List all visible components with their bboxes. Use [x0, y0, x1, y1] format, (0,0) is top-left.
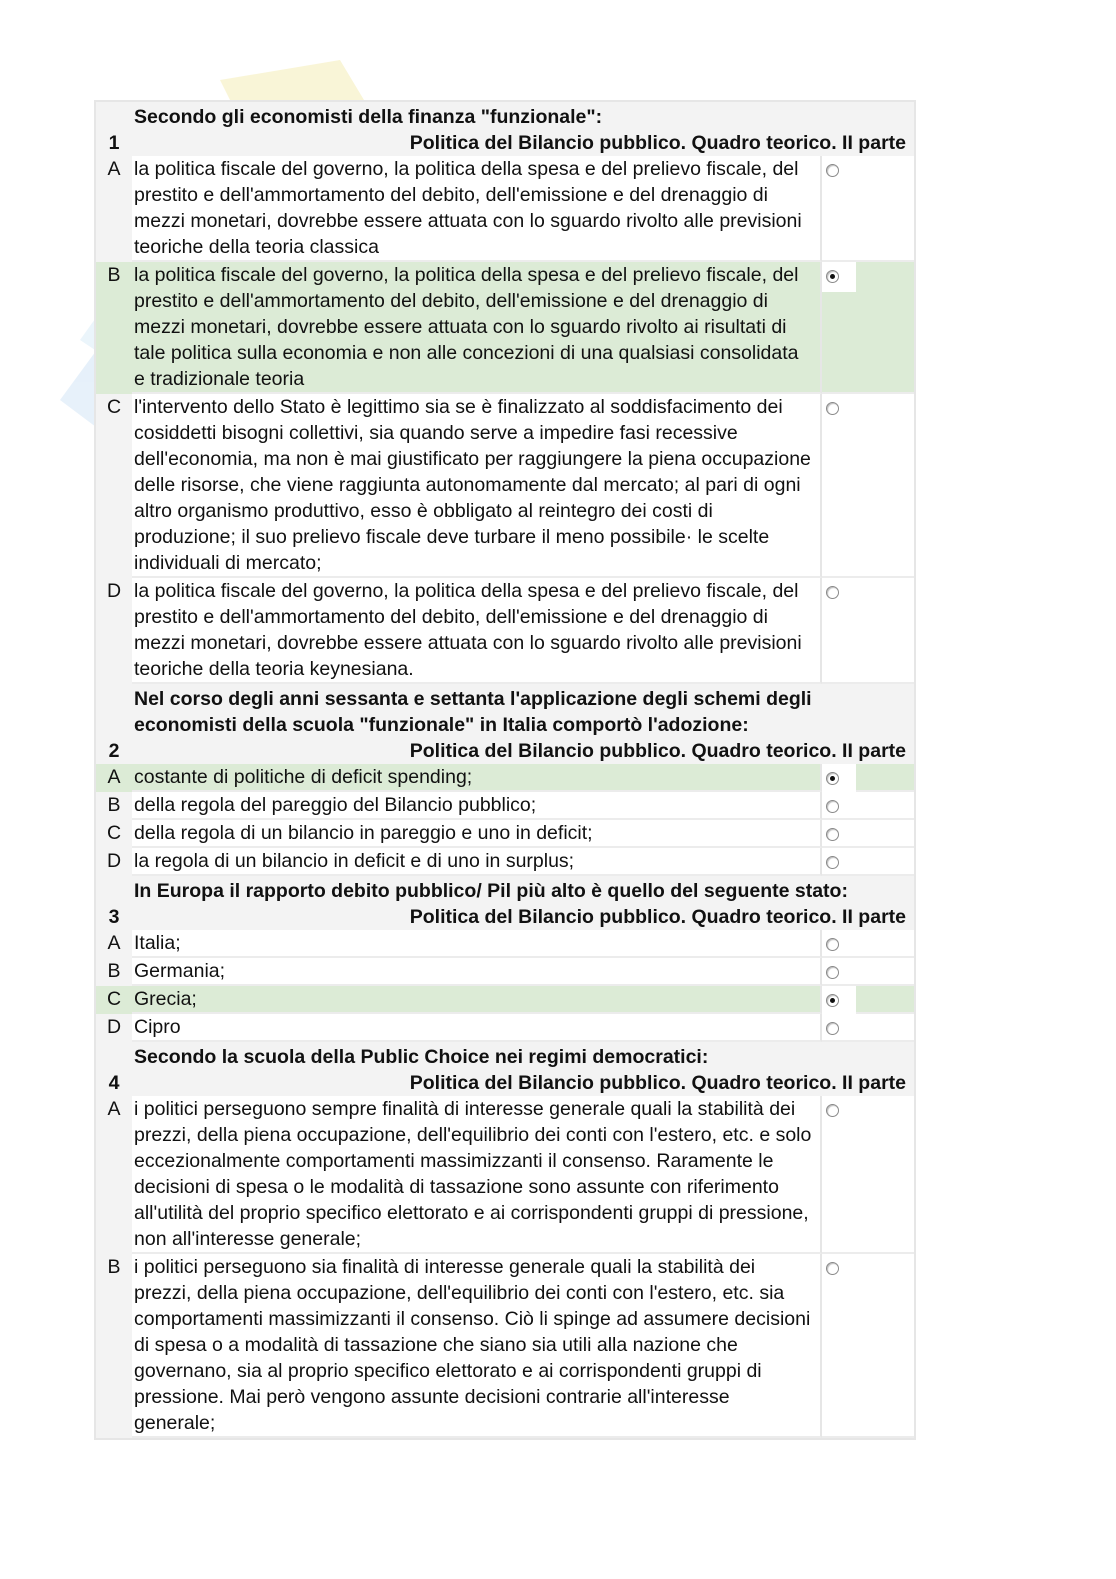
answer-option[interactable] — [96, 1254, 914, 1438]
radio-button[interactable] — [826, 994, 839, 1007]
answer-text: i politici perseguono sempre finalità di interesse generale quali la stabilità dei prezzi, della piena occupazione, dell'equilibrio dei conti con l'estero, etc. e solo eccezionalmente comportamenti massimizzanti il consenso. Raramente le decisioni di spesa o le modalità di tassazione sono assunte con riferimento all'utilità del proprio specifico elettorato e ai corrispondenti gruppi di pressione, non all'interesse generale; — [132, 1096, 822, 1254]
answer-text: della regola del pareggio del Bilancio pubblico; — [132, 792, 822, 820]
answer-option[interactable] — [96, 820, 914, 848]
answer-option[interactable] — [96, 764, 914, 792]
radio-cell — [822, 848, 914, 876]
radio-button[interactable] — [826, 270, 839, 283]
answer-option[interactable] — [96, 1014, 914, 1042]
answer-letter: A — [96, 764, 132, 792]
question-text: Nel corso degli anni sessanta e settanta l'applicazione degli schemi degli economisti della scuola "funzionale" in Italia comportò l'adozione: — [134, 688, 812, 736]
radio-cell — [822, 930, 914, 958]
radio-button[interactable] — [826, 938, 839, 951]
question-topic: Politica del Bilancio pubblico. Quadro teorico. II parte — [409, 132, 906, 154]
radio-cell — [822, 1096, 914, 1254]
radio-button[interactable] — [826, 966, 839, 979]
radio-cell — [822, 958, 914, 986]
answer-option[interactable] — [96, 930, 914, 958]
answer-option[interactable] — [96, 958, 914, 986]
answer-letter: C — [96, 986, 132, 1014]
radio-button[interactable] — [826, 856, 839, 869]
answer-option[interactable] — [96, 986, 914, 1014]
question-header — [96, 876, 914, 930]
answer-letter: B — [96, 262, 132, 394]
radio-cell — [822, 764, 914, 792]
answer-option[interactable] — [96, 1096, 914, 1254]
answer-text: Cipro — [132, 1014, 822, 1042]
radio-cell — [822, 1254, 914, 1438]
answer-letter: D — [106, 1016, 122, 1038]
answer-letter: C — [106, 822, 122, 844]
answer-letter: C — [106, 396, 122, 418]
question-topic: Politica del Bilancio pubblico. Quadro teorico. II parte — [409, 906, 906, 928]
radio-cell — [822, 156, 914, 262]
question-topic: Politica del Bilancio pubblico. Quadro teorico. II parte — [409, 1072, 906, 1094]
answer-option[interactable] — [96, 848, 914, 876]
question-header — [96, 1042, 914, 1096]
quiz-sheet — [94, 100, 916, 1440]
answer-text: l'intervento dello Stato è legittimo sia se è finalizzato al soddisfacimento dei cosiddetti bisogni collettivi, sia quando serve a impedire fasi recessive dell'economia, ma non è mai giustificato per raggiungere la piena occupazione delle risorse, che viene raggiunta autonomamente dal mercato; al pari di ogni altro organismo produttivo, esso è obbligato al reintegro dei costi di produzione; il suo prelievo fiscale deve turbare il meno possibile· le scelte individuali di mercato; — [132, 394, 822, 578]
answer-letter: D — [106, 850, 122, 872]
radio-button[interactable] — [826, 1262, 839, 1275]
question-number: 2 — [108, 740, 120, 762]
answer-letter: D — [106, 580, 122, 602]
question-text: Secondo gli economisti della finanza "funzionale": — [134, 106, 603, 128]
radio-cell — [822, 1014, 914, 1042]
answer-text: la politica fiscale del governo, la politica della spesa e del prelievo fiscale, del prestito e dell'ammortamento del debito, dell'emissione e del drenaggio di mezzi monetari, dovrebbe essere attuata con lo sguardo rivolto alle previsioni teoriche della teoria keynesiana. — [132, 578, 822, 684]
question-number: 3 — [108, 906, 120, 928]
question-number: 4 — [108, 1072, 120, 1094]
question-text: In Europa il rapporto debito pubblico/ Pil più alto è quello del seguente stato: — [134, 880, 848, 902]
radio-cell — [822, 394, 914, 578]
answer-letter: B — [107, 794, 121, 816]
radio-cell — [822, 792, 914, 820]
question-text: Secondo la scuola della Public Choice nei regimi democratici: — [134, 1046, 709, 1068]
question-topic: Politica del Bilancio pubblico. Quadro teorico. II parte — [409, 740, 906, 762]
answer-letter: A — [107, 158, 121, 180]
answer-text: i politici perseguono sia finalità di interesse generale quali la stabilità dei prezzi, della piena occupazione, dell'equilibrio dei conti con l'estero, etc. sia comportamenti massimizzanti il consenso. Ciò li spinge ad assumere decisioni di spesa o a modalità di tassazione che siano sia utili alla nazione che governano, sia al proprio specifico elettorato e ai corrispondenti gruppi di pressione. Mai però vengono assunte decisioni contrarie all'interesse generale; — [132, 1254, 822, 1438]
answer-option[interactable] — [96, 156, 914, 262]
radio-button[interactable] — [826, 1022, 839, 1035]
radio-button[interactable] — [826, 586, 839, 599]
answer-text: la regola di un bilancio in deficit e di uno in surplus; — [132, 848, 822, 876]
answer-option[interactable] — [96, 394, 914, 578]
answer-letter: A — [107, 932, 121, 954]
radio-button[interactable] — [826, 800, 839, 813]
answer-option[interactable] — [96, 262, 914, 394]
question-number: 1 — [108, 132, 120, 154]
radio-button[interactable] — [826, 772, 839, 785]
radio-button[interactable] — [826, 828, 839, 841]
radio-button[interactable] — [826, 1104, 839, 1117]
radio-cell — [822, 262, 914, 394]
radio-cell — [822, 820, 914, 848]
answer-text: della regola di un bilancio in pareggio e uno in deficit; — [132, 820, 822, 848]
answer-option[interactable] — [96, 578, 914, 684]
answer-text: Germania; — [132, 958, 822, 986]
radio-button[interactable] — [826, 402, 839, 415]
answer-option[interactable] — [96, 792, 914, 820]
answer-text: Grecia; — [132, 986, 822, 1014]
answer-letter: B — [107, 960, 121, 982]
radio-button[interactable] — [826, 164, 839, 177]
answer-text: Italia; — [132, 930, 822, 958]
answer-text: costante di politiche di deficit spending; — [132, 764, 822, 792]
radio-cell — [822, 578, 914, 684]
question-header — [96, 684, 914, 764]
answer-letter: B — [107, 1256, 121, 1278]
question-header — [96, 102, 914, 156]
radio-cell — [822, 986, 914, 1014]
answer-text: la politica fiscale del governo, la politica della spesa e del prelievo fiscale, del prestito e dell'ammortamento del debito, dell'emissione e del drenaggio di mezzi monetari, dovrebbe essere attuata con lo sguardo rivolto alle previsioni teoriche della teoria classica — [132, 156, 822, 262]
answer-letter: A — [107, 1098, 121, 1120]
answer-text: la politica fiscale del governo, la politica della spesa e del prelievo fiscale, del prestito e dell'ammortamento del debito, dell'emissione e del drenaggio di mezzi monetari, dovrebbe essere attuata con lo sguardo rivolto ai risultati di tale politica sulla economia e non alle concezioni di una qualsiasi consolidata e tradizionale teoria — [132, 262, 822, 394]
